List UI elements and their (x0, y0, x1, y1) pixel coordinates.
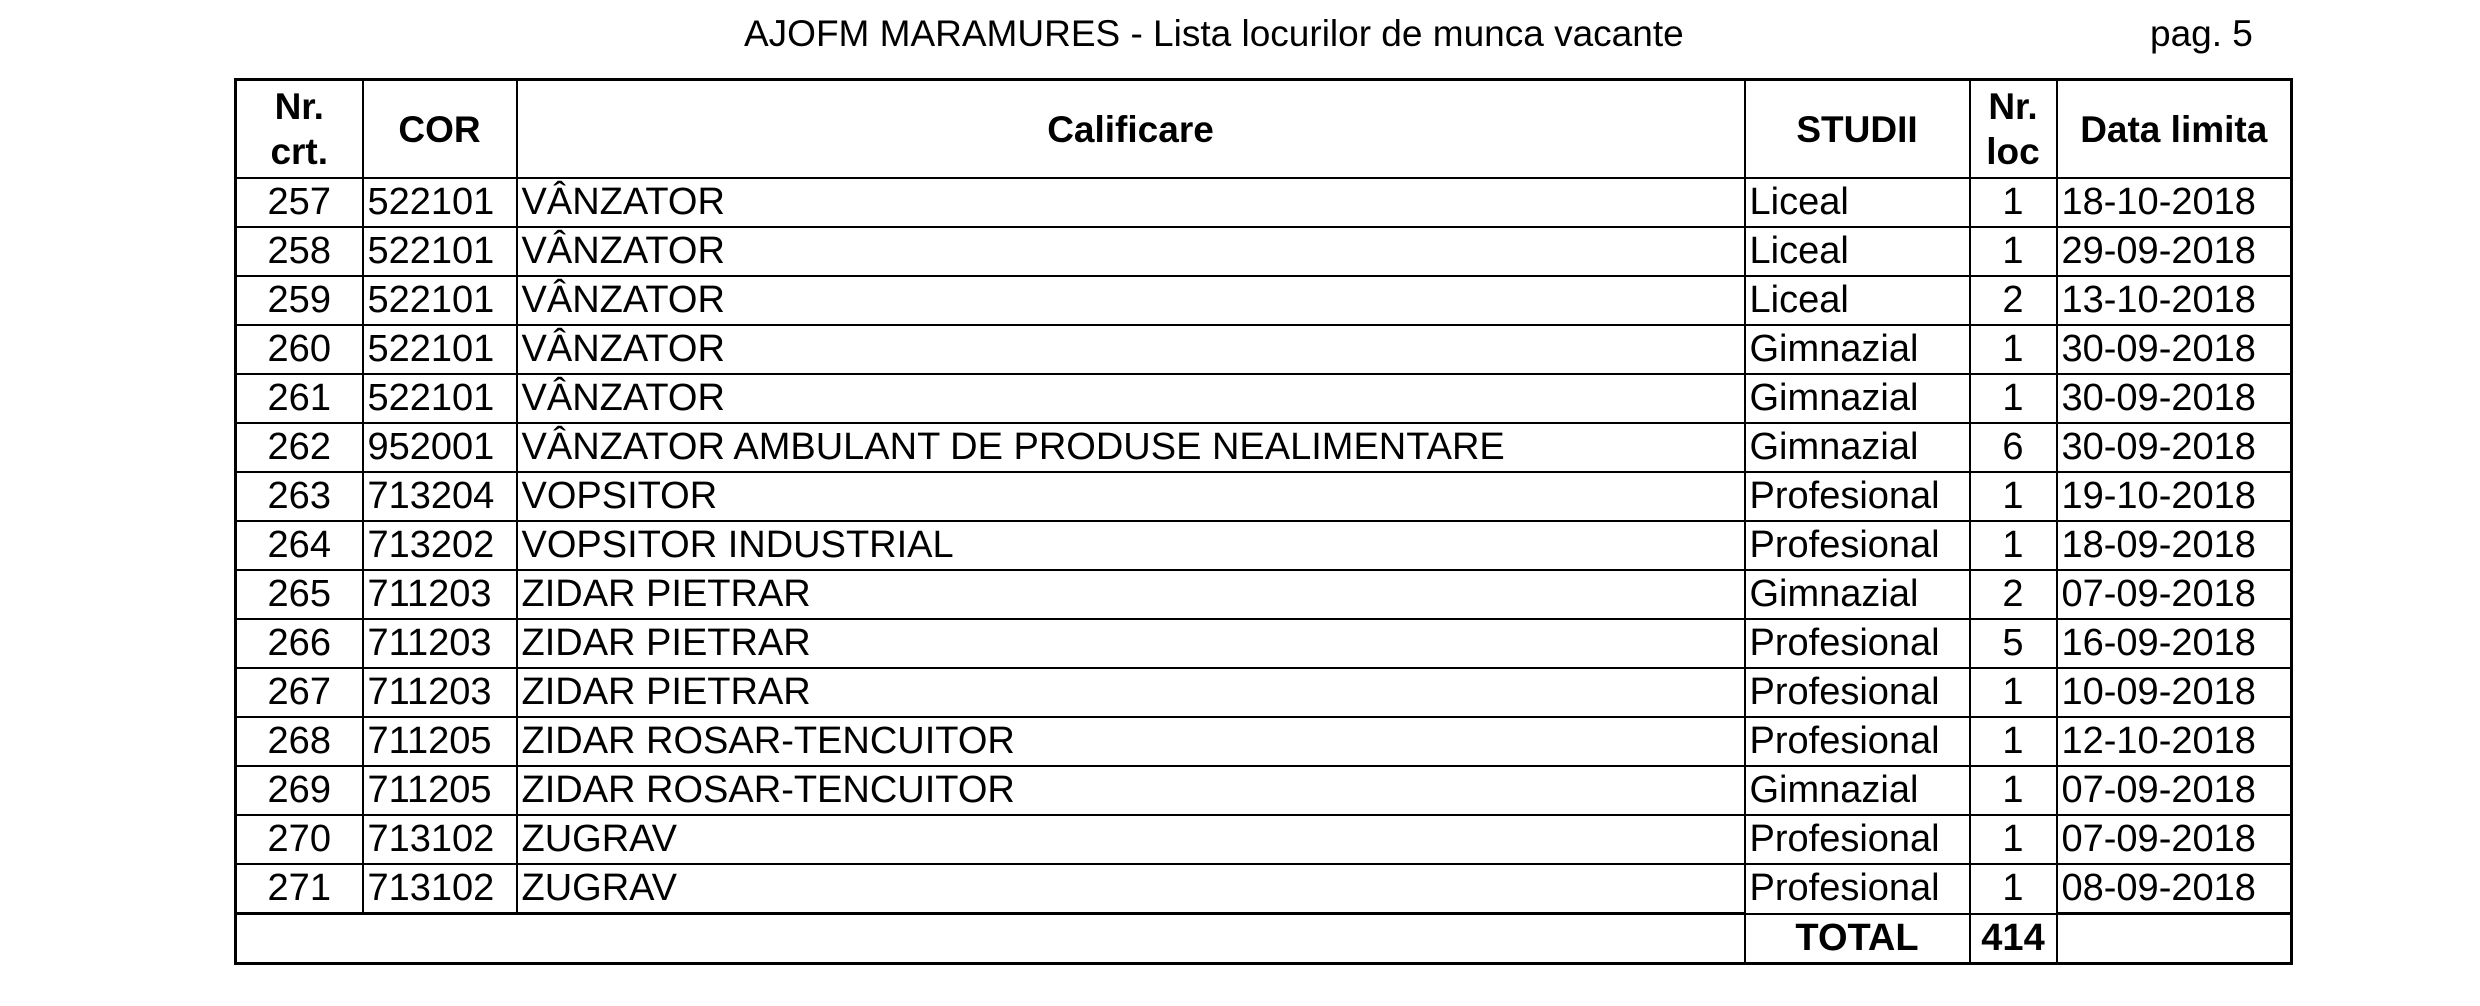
cell-cor: 522101 (363, 325, 517, 374)
cell-nr-crt: 259 (236, 276, 363, 325)
cell-nr-crt: 264 (236, 521, 363, 570)
cell-data-limita: 13-10-2018 (2057, 276, 2292, 325)
cell-data-limita: 16-09-2018 (2057, 619, 2292, 668)
cell-cor: 711205 (363, 717, 517, 766)
cell-nr-crt: 257 (236, 178, 363, 227)
cell-studii: Profesional (1745, 864, 1970, 914)
cell-calificare: VÂNZATOR (517, 227, 1745, 276)
cell-studii: Profesional (1745, 668, 1970, 717)
cell-calificare: VÂNZATOR (517, 276, 1745, 325)
cell-nr-crt: 271 (236, 864, 363, 914)
table-row (236, 864, 2292, 914)
cell-nr-crt: 270 (236, 815, 363, 864)
cell-nr-loc: 1 (1970, 668, 2057, 717)
cell-nr-loc: 1 (1970, 864, 2057, 914)
cell-nr-loc: 1 (1970, 521, 2057, 570)
cell-nr-loc: 5 (1970, 619, 2057, 668)
cell-studii: Liceal (1745, 276, 1970, 325)
cell-cor: 713204 (363, 472, 517, 521)
table-row (236, 178, 2292, 227)
total-spacer (236, 914, 1745, 964)
cell-data-limita: 30-09-2018 (2057, 325, 2292, 374)
table-row (236, 570, 2292, 619)
cell-cor: 713202 (363, 521, 517, 570)
cell-studii: Profesional (1745, 717, 1970, 766)
cell-data-limita: 07-09-2018 (2057, 815, 2292, 864)
cell-data-limita: 12-10-2018 (2057, 717, 2292, 766)
cell-cor: 711205 (363, 766, 517, 815)
cell-studii: Gimnazial (1745, 325, 1970, 374)
cell-nr-loc: 1 (1970, 178, 2057, 227)
col-header-calificare: Calificare (517, 80, 1745, 179)
table-row (236, 766, 2292, 815)
cell-nr-loc: 1 (1970, 766, 2057, 815)
cell-data-limita: 18-10-2018 (2057, 178, 2292, 227)
cell-data-limita: 30-09-2018 (2057, 374, 2292, 423)
cell-nr-crt: 258 (236, 227, 363, 276)
cell-data-limita: 18-09-2018 (2057, 521, 2292, 570)
cell-studii: Gimnazial (1745, 374, 1970, 423)
cell-calificare: ZIDAR PIETRAR (517, 570, 1745, 619)
col-header-nr-line2: crt. (270, 131, 329, 172)
cell-calificare: ZIDAR ROSAR-TENCUITOR (517, 717, 1745, 766)
cell-calificare: VÂNZATOR AMBULANT DE PRODUSE NEALIMENTARE (517, 423, 1745, 472)
table-row (236, 276, 2292, 325)
cell-calificare: VOPSITOR (517, 472, 1745, 521)
col-header-data-limita: Data limita (2057, 80, 2292, 179)
cell-studii: Liceal (1745, 178, 1970, 227)
cell-cor: 711203 (363, 619, 517, 668)
page-title: AJOFM MARAMURES - Lista locurilor de munca vacante (744, 13, 1684, 54)
cell-studii: Gimnazial (1745, 766, 1970, 815)
cell-nr-crt: 266 (236, 619, 363, 668)
table-row (236, 374, 2292, 423)
table-header-row (236, 80, 2292, 179)
col-header-cor: COR (363, 80, 517, 179)
cell-calificare: ZIDAR PIETRAR (517, 619, 1745, 668)
table-row (236, 472, 2292, 521)
cell-nr-loc: 2 (1970, 276, 2057, 325)
cell-nr-loc: 6 (1970, 423, 2057, 472)
cell-nr-crt: 262 (236, 423, 363, 472)
cell-cor: 522101 (363, 227, 517, 276)
cell-data-limita: 29-09-2018 (2057, 227, 2292, 276)
cell-cor: 711203 (363, 668, 517, 717)
cell-calificare: VÂNZATOR (517, 325, 1745, 374)
cell-studii: Profesional (1745, 472, 1970, 521)
cell-nr-loc: 1 (1970, 325, 2057, 374)
cell-nr-crt: 267 (236, 668, 363, 717)
cell-cor: 713102 (363, 815, 517, 864)
cell-studii: Profesional (1745, 521, 1970, 570)
cell-studii: Gimnazial (1745, 570, 1970, 619)
cell-nr-loc: 2 (1970, 570, 2057, 619)
cell-nr-crt: 268 (236, 717, 363, 766)
cell-nr-crt: 265 (236, 570, 363, 619)
cell-nr-loc: 1 (1970, 717, 2057, 766)
cell-nr-loc: 1 (1970, 472, 2057, 521)
total-label: TOTAL (1745, 914, 1970, 964)
table-row (236, 521, 2292, 570)
table-row (236, 815, 2292, 864)
cell-nr-crt: 269 (236, 766, 363, 815)
col-header-loc-line2: loc (1986, 131, 2040, 172)
cell-nr-crt: 263 (236, 472, 363, 521)
cell-calificare: ZUGRAV (517, 864, 1745, 914)
cell-cor: 522101 (363, 374, 517, 423)
col-header-nr-line1: Nr. (274, 86, 324, 127)
col-header-studii: STUDII (1745, 80, 1970, 179)
cell-cor: 522101 (363, 276, 517, 325)
cell-nr-loc: 1 (1970, 227, 2057, 276)
cell-data-limita: 07-09-2018 (2057, 766, 2292, 815)
cell-calificare: VOPSITOR INDUSTRIAL (517, 521, 1745, 570)
total-value: 414 (1970, 914, 2057, 964)
table-row (236, 423, 2292, 472)
col-header-loc-line1: Nr. (1988, 86, 2038, 127)
table-row (236, 619, 2292, 668)
col-header-nr-crt (236, 80, 363, 179)
cell-calificare: VÂNZATOR (517, 178, 1745, 227)
total-spacer-right (2057, 914, 2292, 964)
cell-studii: Gimnazial (1745, 423, 1970, 472)
cell-calificare: ZUGRAV (517, 815, 1745, 864)
cell-data-limita: 10-09-2018 (2057, 668, 2292, 717)
cell-cor: 713102 (363, 864, 517, 914)
cell-calificare: ZIDAR PIETRAR (517, 668, 1745, 717)
cell-nr-crt: 261 (236, 374, 363, 423)
cell-cor: 522101 (363, 178, 517, 227)
table-row (236, 668, 2292, 717)
cell-studii: Profesional (1745, 815, 1970, 864)
cell-data-limita: 30-09-2018 (2057, 423, 2292, 472)
col-header-nr-loc (1970, 80, 2057, 179)
cell-nr-crt: 260 (236, 325, 363, 374)
cell-calificare: VÂNZATOR (517, 374, 1745, 423)
cell-cor: 711203 (363, 570, 517, 619)
cell-data-limita: 19-10-2018 (2057, 472, 2292, 521)
total-row (236, 914, 2292, 964)
cell-studii: Profesional (1745, 619, 1970, 668)
cell-calificare: ZIDAR ROSAR-TENCUITOR (517, 766, 1745, 815)
table-row (236, 325, 2292, 374)
vacancies-table (234, 78, 2293, 965)
page-number: pag. 5 (2150, 13, 2253, 54)
cell-data-limita: 07-09-2018 (2057, 570, 2292, 619)
cell-studii: Liceal (1745, 227, 1970, 276)
cell-cor: 952001 (363, 423, 517, 472)
table-row (236, 227, 2292, 276)
cell-data-limita: 08-09-2018 (2057, 864, 2292, 914)
cell-nr-loc: 1 (1970, 374, 2057, 423)
table-row (236, 717, 2292, 766)
cell-nr-loc: 1 (1970, 815, 2057, 864)
